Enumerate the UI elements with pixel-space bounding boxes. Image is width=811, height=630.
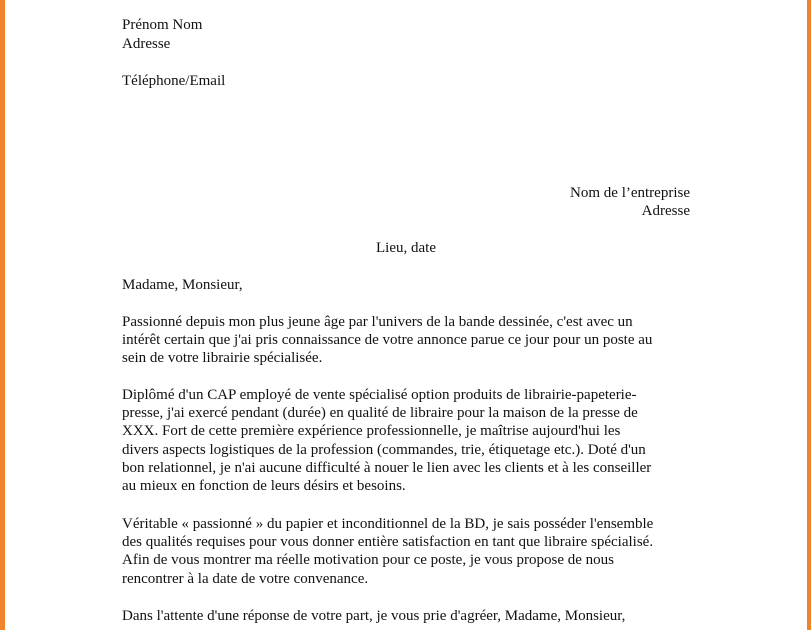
place-date: Lieu, date xyxy=(376,240,436,256)
paragraph-3-line: rencontrer à la date de votre convenance. xyxy=(122,570,369,587)
sender-contact: Téléphone/Email xyxy=(122,73,226,89)
paragraph-2-line: Diplômé d'un CAP employé de vente spécialisé option produits de librairie-papeterie- xyxy=(122,387,637,403)
paragraph-2-line: au mieux en fonction de leurs désirs et besoins. xyxy=(122,478,406,495)
recipient-address: Adresse xyxy=(641,203,690,219)
letter-page xyxy=(5,0,807,630)
paragraph-2 xyxy=(122,386,697,495)
paragraph-1 xyxy=(122,313,697,368)
paragraph-1-line: sein de votre librairie spécialisée. xyxy=(122,350,323,367)
paragraph-1-line: Passionné depuis mon plus jeune âge par l'univers de la bande dessinée, c'est avec un xyxy=(122,314,633,330)
paragraph-2-line: XXX. Fort de cette première expérience professionnelle, je maîtrise aujourd'hui les xyxy=(122,423,621,440)
paragraph-3-line: des qualités requises pour vous donner entière satisfaction en tant que libraire spécialisé. xyxy=(122,534,654,551)
paragraph-2-line: bon relationnel, je n'ai aucune difficulté à nouer le lien avec les clients et à les conseiller xyxy=(122,459,652,476)
paragraph-3 xyxy=(122,515,697,588)
paragraph-3-line: Afin de vous montrer ma réelle motivation pour ce poste, je vous propose de nous xyxy=(122,552,614,569)
paragraph-4-line: Dans l'attente d'une réponse de votre part, je vous prie d'agréer, Madame, Monsieur, xyxy=(122,608,626,624)
right-orange-border xyxy=(807,0,811,630)
paragraph-3-line: Véritable « passionné » du papier et inconditionnel de la BD, je sais posséder l'ensemble xyxy=(122,516,654,532)
paragraph-2-line: presse, j'ai exercé pendant (durée) en qualité de libraire pour la maison de la presse de xyxy=(122,405,638,422)
sender-name: Prénom Nom xyxy=(122,17,203,33)
paragraph-2-line: divers aspects logistiques de la profession (commandes, trie, étiquetage etc.). Doté d'un xyxy=(122,441,646,458)
recipient-company: Nom de l’entreprise xyxy=(570,185,690,201)
sender-address: Adresse xyxy=(122,36,171,52)
paragraph-1-line: intérêt certain que j'ai pris connaissance de votre annonce parue ce jour pour un poste au xyxy=(122,332,653,349)
salutation: Madame, Monsieur, xyxy=(122,277,243,293)
paragraph-4 xyxy=(122,607,697,625)
